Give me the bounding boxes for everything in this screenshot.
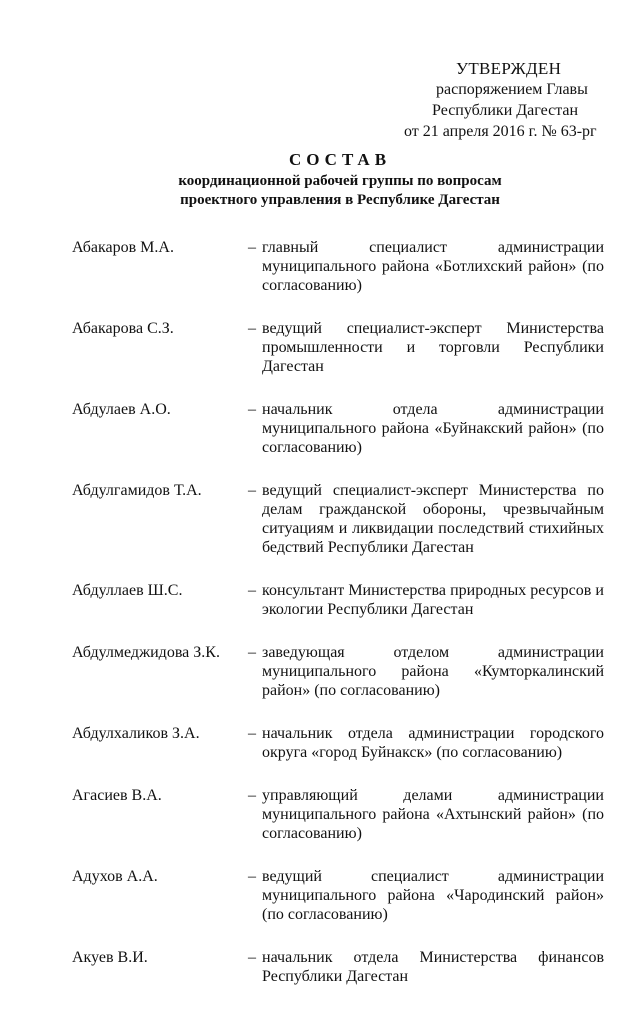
member-position: консультант Министерства природных ресурсов и экологии Республики Дагестан [262, 582, 604, 618]
member-row [72, 724, 604, 762]
member-dash: – [248, 482, 256, 499]
member-name: Абакарова С.З. [72, 320, 174, 337]
member-row [72, 786, 604, 843]
member-position: главный специалист администрации муниципального района «Ботлихский район» (по согласованию) [262, 239, 604, 294]
member-name: Абдулхаликов З.А. [72, 725, 200, 742]
member-row [72, 481, 604, 557]
member-dash: – [248, 868, 256, 885]
member-position: ведущий специалист-эксперт Министерства промышленности и торговли Республики Дагестан [262, 320, 604, 375]
member-name: Абдулаев А.О. [72, 401, 171, 418]
member-row [72, 867, 604, 924]
heading-subtitle-2: проектного управления в Республике Дагестан [180, 192, 500, 208]
member-name: Абдулмеджидова З.К. [72, 644, 220, 661]
member-name: Агасиев В.А. [72, 787, 162, 804]
member-row [72, 400, 604, 457]
members-list [72, 238, 604, 1010]
member-dash: – [248, 725, 256, 742]
document-heading [140, 148, 540, 210]
approval-line-2: Республики Дагестан [432, 102, 579, 119]
member-dash: – [248, 644, 256, 661]
member-row [72, 319, 604, 376]
member-name: Адухов А.А. [72, 868, 158, 885]
member-row [72, 238, 604, 295]
member-row [72, 581, 604, 619]
member-dash: – [248, 582, 256, 599]
member-position: ведущий специалист-эксперт Министерства по делам гражданской обороны, чрезвычайным ситуациям и ликвидации последствий стихийных бедствий Республики Дагестан [262, 482, 604, 556]
member-position: заведующая отделом администрации муниципального района «Кумторкалинский район» (по согласованию) [262, 644, 604, 699]
approval-title: УТВЕРЖДЕН [456, 59, 562, 78]
member-dash: – [248, 401, 256, 418]
member-dash: – [248, 320, 256, 337]
member-position: ведущий специалист администрации муниципального района «Чародинский район» (по согласованию) [262, 868, 604, 923]
member-name: Абакаров М.А. [72, 239, 174, 256]
member-row [72, 948, 604, 986]
member-name: Абдуллаев Ш.С. [72, 582, 183, 599]
heading-subtitle-1: координационной рабочей группы по вопросам [178, 173, 502, 189]
approval-line-3: от 21 апреля 2016 г. № 63-рг [404, 123, 597, 140]
member-position: начальник отдела администрации городского округа «город Буйнакск» (по согласованию) [262, 725, 604, 761]
member-position: начальник отдела Министерства финансов Республики Дагестан [262, 949, 604, 985]
member-name: Акуев В.И. [72, 949, 148, 966]
member-position: начальник отдела администрации муниципального района «Буйнакский район» (по согласованию) [262, 401, 604, 456]
member-dash: – [248, 239, 256, 256]
member-position: управляющий делами администрации муниципального района «Ахтынский район» (по согласованию) [262, 787, 604, 842]
heading-title: СОСТАВ [288, 150, 392, 169]
member-dash: – [248, 949, 256, 966]
member-name: Абдулгамидов Т.А. [72, 482, 202, 499]
approval-line-1: распоряжением Главы [436, 81, 588, 98]
approval-stamp [380, 58, 620, 142]
member-dash: – [248, 787, 256, 804]
member-row [72, 643, 604, 700]
